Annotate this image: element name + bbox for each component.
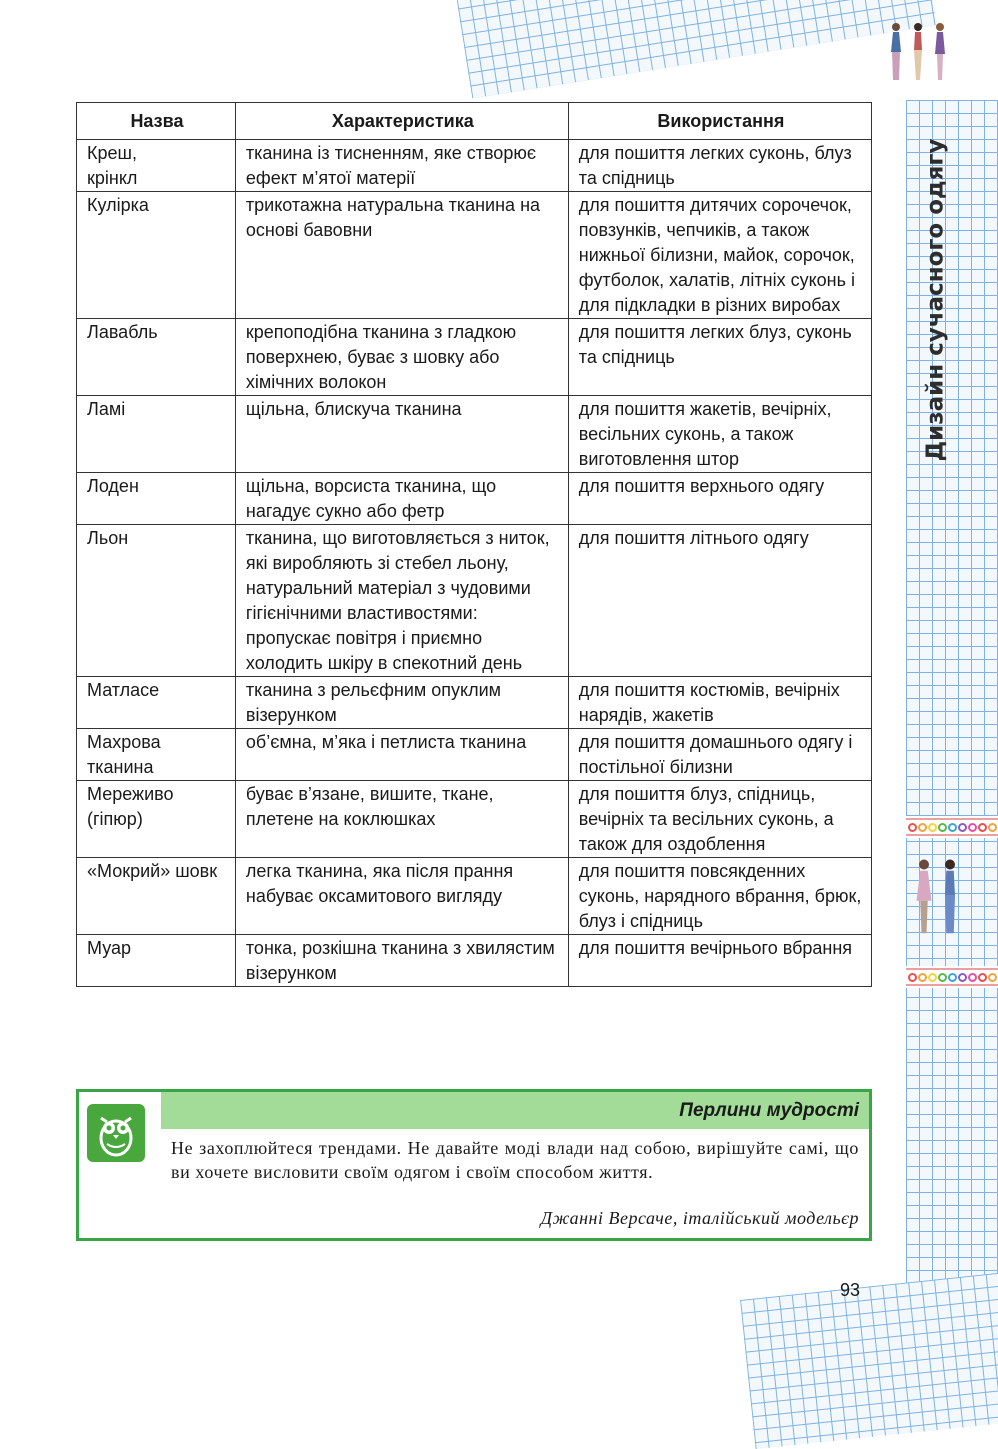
chapter-side-title: [912, 120, 958, 480]
fabric-characteristic-cell: легка тканина, яка після прання набуває оксамитового вигляду: [235, 858, 568, 935]
page-number: 93: [840, 1280, 861, 1300]
table-row: [77, 729, 872, 781]
fabric-name-cell: Муар: [77, 935, 236, 987]
column-header-characteristic: Характеристика: [235, 103, 568, 140]
bead-border-decoration: [906, 816, 998, 838]
quote-header: Перлини мудрості: [161, 1092, 869, 1129]
fabric-usage-cell: для пошиття верхнього одягу: [568, 473, 871, 525]
table-row: [77, 396, 872, 473]
fabric-usage-cell: для пошиття домашнього одягу і постільної білизни: [568, 729, 871, 781]
quote-text: Не захоплюйтеся трендами. Не давайте моді влади над собою, вирішуйте самі, що ви хочете висловити своїм одягом і своїм способом життя.: [171, 1138, 859, 1182]
table-row: [77, 473, 872, 525]
chapter-side-title-text: Дизайн сучасного одягу: [922, 138, 948, 462]
fabric-characteristic-cell: тканина з рельєфним опуклим візерунком: [235, 677, 568, 729]
fabric-name-cell: Лоден: [77, 473, 236, 525]
wisdom-quote-box: [76, 1089, 872, 1241]
fashion-figure-icon: [888, 22, 904, 84]
fabrics-table: [76, 102, 872, 987]
fashion-figure-icon: [940, 852, 960, 942]
fabric-usage-cell: для пошиття дитячих сорочечок, повзунків, чепчиків, а також нижньої білизни, майок, сорочок, футболок, халатів, літніх суконь і для підкладки в різних виробах: [568, 192, 871, 319]
fabric-usage-cell: для пошиття легких суконь, блуз та спідниць: [568, 140, 871, 192]
table-row: [77, 781, 872, 858]
fashion-figure-icon: [932, 22, 948, 84]
fabric-characteristic-cell: щільна, блискуча тканина: [235, 396, 568, 473]
fabric-name-cell: Мереживо (гіпюр): [77, 781, 236, 858]
fabric-characteristic-cell: буває в’язане, вишите, ткане, плетене на коклюшках: [235, 781, 568, 858]
fabric-usage-cell: для пошиття вечірнього вбрання: [568, 935, 871, 987]
fabric-name-cell: Лавабль: [77, 319, 236, 396]
table-header-row: [77, 103, 872, 140]
grid-paper-decoration-top: [452, 0, 937, 98]
fabric-characteristic-cell: тканина, що виготовляється з ниток, які виробляють зі стебел льону, натуральний матеріал з чудовими гігієнічними властивостями: пропускає повітря і приємно холодить шкіру в спекотний день: [235, 525, 568, 677]
fashion-figures-illustration: [914, 852, 960, 942]
table-row: [77, 935, 872, 987]
quote-author: Джанні Версаче, італійський модельєр: [540, 1208, 859, 1228]
table-row: [77, 140, 872, 192]
fabric-usage-cell: для пошиття повсякденних суконь, нарядного вбрання, брюк, блуз і спідниць: [568, 858, 871, 935]
table-row: [77, 677, 872, 729]
fabric-name-cell: Матласе: [77, 677, 236, 729]
fabric-name-cell: Кулірка: [77, 192, 236, 319]
column-header-usage: Використання: [568, 103, 871, 140]
fabric-characteristic-cell: об’ємна, м’яка і петлиста тканина: [235, 729, 568, 781]
fabric-usage-cell: для пошиття жакетів, вечірніх, весільних суконь, а також виготовлення штор: [568, 396, 871, 473]
fabric-characteristic-cell: тканина із тисненням, яке створює ефект м’ятої матерії: [235, 140, 568, 192]
fabric-usage-cell: для пошиття літнього одягу: [568, 525, 871, 677]
table-row: [77, 858, 872, 935]
fabric-name-cell: Ламі: [77, 396, 236, 473]
fashion-figures-illustration: [888, 22, 948, 84]
fabric-characteristic-cell: щільна, ворсиста тканина, що нагадує сукно або фетр: [235, 473, 568, 525]
table-row: [77, 525, 872, 677]
fabric-name-cell: «Мокрий» шовк: [77, 858, 236, 935]
fashion-figure-icon: [914, 852, 934, 942]
fabric-characteristic-cell: тонка, розкішна тканина з хвилястим візерунком: [235, 935, 568, 987]
fashion-figure-icon: [910, 22, 926, 84]
owl-icon: [87, 1104, 145, 1162]
fabric-name-cell: Льон: [77, 525, 236, 677]
fabric-characteristic-cell: трикотажна натуральна тканина на основі бавовни: [235, 192, 568, 319]
column-header-name: Назва: [77, 103, 236, 140]
fabric-usage-cell: для пошиття легких блуз, суконь та спідниць: [568, 319, 871, 396]
fabric-name-cell: Махрова тканина: [77, 729, 236, 781]
fabric-name-cell: Креш, крінкл: [77, 140, 236, 192]
table-row: [77, 319, 872, 396]
grid-paper-decoration-bottom: [740, 1269, 998, 1449]
fabric-usage-cell: для пошиття блуз, спідниць, вечірніх та весільних суконь, а також для оздоблення: [568, 781, 871, 858]
table-row: [77, 192, 872, 319]
bead-border-decoration: [906, 966, 998, 988]
fabric-characteristic-cell: крепоподібна тканина з гладкою поверхнею, буває з шовку або хімічних волокон: [235, 319, 568, 396]
fabric-usage-cell: для пошиття костюмів, вечірніх нарядів, жакетів: [568, 677, 871, 729]
